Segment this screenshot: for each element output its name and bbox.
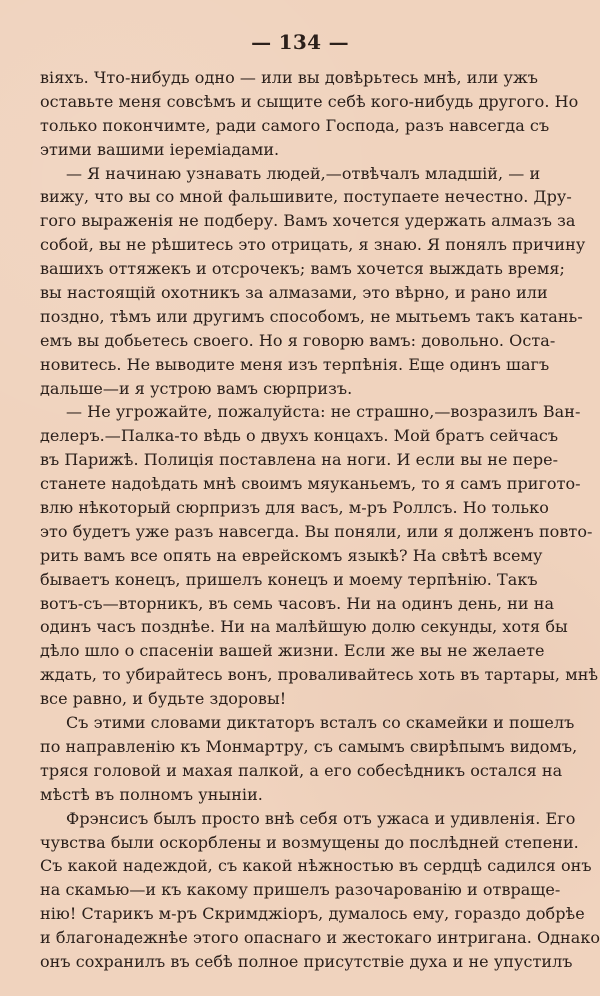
text-line: — Не угрожайте, пожалуйста: не страшно,—возразилъ Ван-	[66, 402, 581, 422]
text-line: одинъ часъ позднѣе. Ни на малѣйшую долю секунды, хотя бы	[40, 617, 568, 637]
text-line: бываетъ конецъ, пришелъ конецъ и моему терпѣнію. Такъ	[40, 569, 538, 589]
text-line: дѣло шло о спасеніи вашей жизни. Если же вы не желаете	[40, 641, 545, 661]
text-line: поздно, тѣмъ или другимъ способомъ, не мытьемъ такъ катань-	[40, 306, 583, 326]
text-line: по направленію къ Монмартру, съ самымъ свирѣпымъ видомъ,	[40, 736, 578, 756]
text-line: вы настоящій охотникъ за алмазами, это вѣрно, и рано или	[40, 283, 548, 303]
text-line: и благонадежнѣе этого опаснаго и жестокаго интригана. Однако	[40, 928, 600, 948]
text-line: чувства были оскорблены и возмущены до послѣдней степени.	[40, 832, 579, 852]
text-line: онъ сохранилъ въ себѣ полное присутствіе духа и не упустилъ	[40, 951, 573, 971]
text-line: Съ какой надеждой, съ какой нѣжностью въ сердцѣ садился онъ	[40, 856, 592, 876]
text-line: нію! Старикъ м-ръ Скримджіоръ, думалось ему, гораздо добрѣе	[40, 904, 585, 924]
text-line: емъ вы добьетесь своего. Но я говорю вамъ: довольно. Оста-	[40, 330, 556, 350]
text-line: тряся головой и махая палкой, а его собесѣдникъ остался на	[40, 760, 563, 780]
text-line: дальше—и я устрою вамъ сюрпризъ.	[40, 378, 353, 398]
text-line: станете надоѣдать мнѣ своимъ мяуканьемъ, то я самъ пригото-	[40, 474, 581, 494]
text-line: вижу, что вы со мной фальшивите, поступаете нечестно. Дру-	[40, 187, 572, 207]
text-line: влю нѣкоторый сюрпризъ для васъ, м-ръ Роллсъ. Но только	[40, 498, 549, 518]
text-line: Фрэнсисъ былъ просто внѣ себя отъ ужаса и удивленія. Его	[66, 808, 576, 828]
text-line: все равно, и будьте здоровы!	[40, 689, 287, 709]
text-line: въ Парижѣ. Полиція поставлена на ноги. И если вы не пере-	[40, 450, 559, 470]
text-line: Съ этими словами диктаторъ всталъ со скамейки и пошелъ	[66, 713, 575, 733]
page-text	[40, 66, 600, 974]
text-line: этими вашими іереміадами.	[40, 139, 280, 159]
text-line: оставьте меня совсѣмъ и сыщите себѣ кого-нибудь другого. Но	[40, 91, 579, 111]
text-line: рить вамъ все опять на еврейскомъ языкѣ? На свѣтѣ всему	[40, 545, 543, 565]
text-line: вотъ-съ—вторникъ, въ семь часовъ. Ни на одинъ день, ни на	[40, 593, 555, 613]
text-line: делеръ.—Палка-то вѣдь о двухъ концахъ. Мой братъ сейчасъ	[40, 426, 559, 446]
text-line: собой, вы не рѣшитесь это отрицать, я знаю. Я понялъ причину	[40, 235, 586, 255]
text-line: новитесь. Не выводите меня изъ терпѣнія. Еще одинъ шагъ	[40, 354, 550, 374]
text-line: мѣстѣ въ полномъ уныніи.	[40, 784, 263, 804]
text-line: это будетъ уже разъ навсегда. Вы поняли, или я долженъ повто-	[40, 521, 593, 541]
page-number: — 134 —	[251, 30, 349, 54]
text-line: на скамью—и къ какому пришелъ разочарованію и отвраще-	[40, 880, 561, 900]
text-line: — Я начинаю узнавать людей,—отвѣчалъ младшій, — и	[66, 163, 541, 183]
text-line: вашихъ оттяжекъ и отсрочекъ; вамъ хочется выждать время;	[40, 259, 565, 279]
text-line: только покончимте, ради самого Господа, разъ навсегда съ	[40, 115, 550, 135]
text-line: гого выраженія не подберу. Вамъ хочется удержать алмазъ за	[40, 211, 576, 231]
text-line: ждать, то убирайтесь вонъ, проваливайтесь хоть въ тартары, мнѣ	[40, 665, 599, 685]
text-line: віяхъ. Что-нибудь одно — или вы довѣрьтесь мнѣ, или ужъ	[40, 68, 538, 87]
